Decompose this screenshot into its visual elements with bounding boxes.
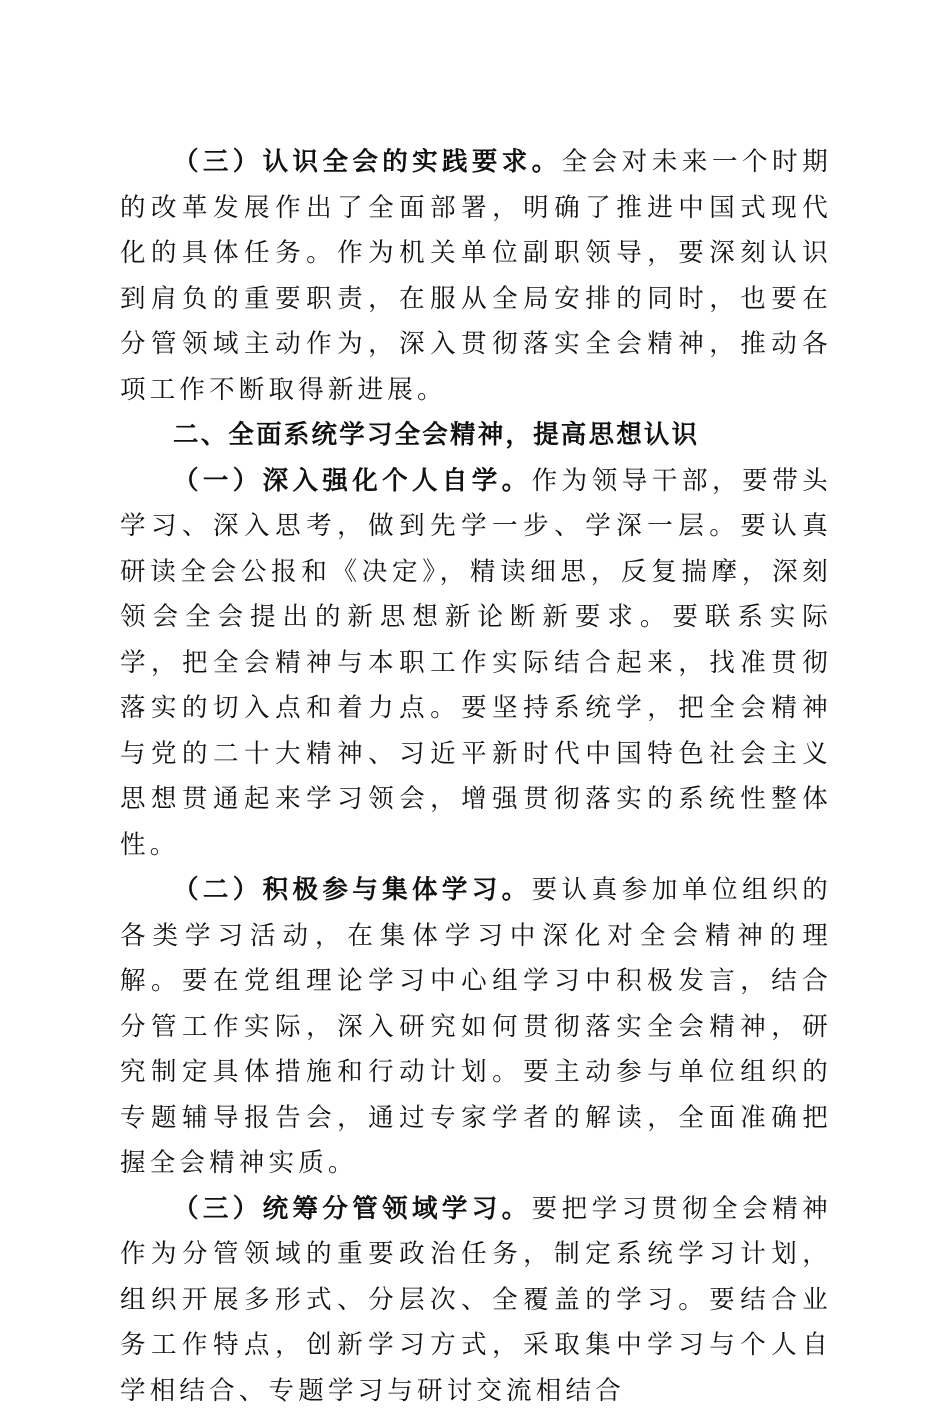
paragraph-domain-study bbox=[120, 1187, 832, 1414]
paragraph-lead: （二）积极参与集体学习。 bbox=[173, 875, 532, 905]
paragraph-group-study bbox=[120, 868, 832, 1187]
section-heading-2: 二、全面系统学习全会精神，提高思想认识 bbox=[120, 413, 832, 459]
paragraph-body: 要把学习贯彻全会精神作为分管领域的重要政治任务，制定系统学习计划，组织开展多形式、分层次、全覆盖的学习。要结合业务工作特点，创新学习方式，采取集中学习与个人自学相结合、专题学习与研讨交流相结合 bbox=[120, 1194, 832, 1406]
paragraph-body: 要认真参加单位组织的各类学习活动，在集体学习中深化对全会精神的理解。要在党组理论学习中心组学习中积极发言，结合分管工作实际，深入研究如何贯彻落实全会精神，研究制定具体措施和行动计划。要主动参与单位组织的专题辅导报告会，通过专家学者的解读，全面准确把握全会精神实质。 bbox=[120, 875, 832, 1178]
paragraph-lead: （三）认识全会的实践要求。 bbox=[173, 147, 562, 177]
paragraph-self-study bbox=[120, 459, 832, 869]
paragraph-lead: （一）深入强化个人自学。 bbox=[173, 466, 532, 496]
document-body bbox=[120, 140, 832, 1414]
paragraph-practice-requirements bbox=[120, 140, 832, 413]
paragraph-body: 全会对未来一个时期的改革发展作出了全面部署，明确了推进中国式现代化的具体任务。作为机关单位副职领导，要深刻认识到肩负的重要职责，在服从全局安排的同时，也要在分管领域主动作为，深入贯彻落实全会精神，推动各项工作不断取得新进展。 bbox=[120, 147, 832, 405]
paragraph-body: 作为领导干部，要带头学习、深入思考，做到先学一步、学深一层。要认真研读全会公报和《决定》，精读细思，反复揣摩，深刻领会全会提出的新思想新论断新要求。要联系实际学，把全会精神与本职工作实际结合起来，找准贯彻落实的切入点和着力点。要坚持系统学，把全会精神与党的二十大精神、习近平新时代中国特色社会主义思想贯通起来学习领会，增强贯彻落实的系统性整体性。 bbox=[120, 466, 832, 860]
paragraph-lead: （三）统筹分管领域学习。 bbox=[173, 1194, 532, 1224]
